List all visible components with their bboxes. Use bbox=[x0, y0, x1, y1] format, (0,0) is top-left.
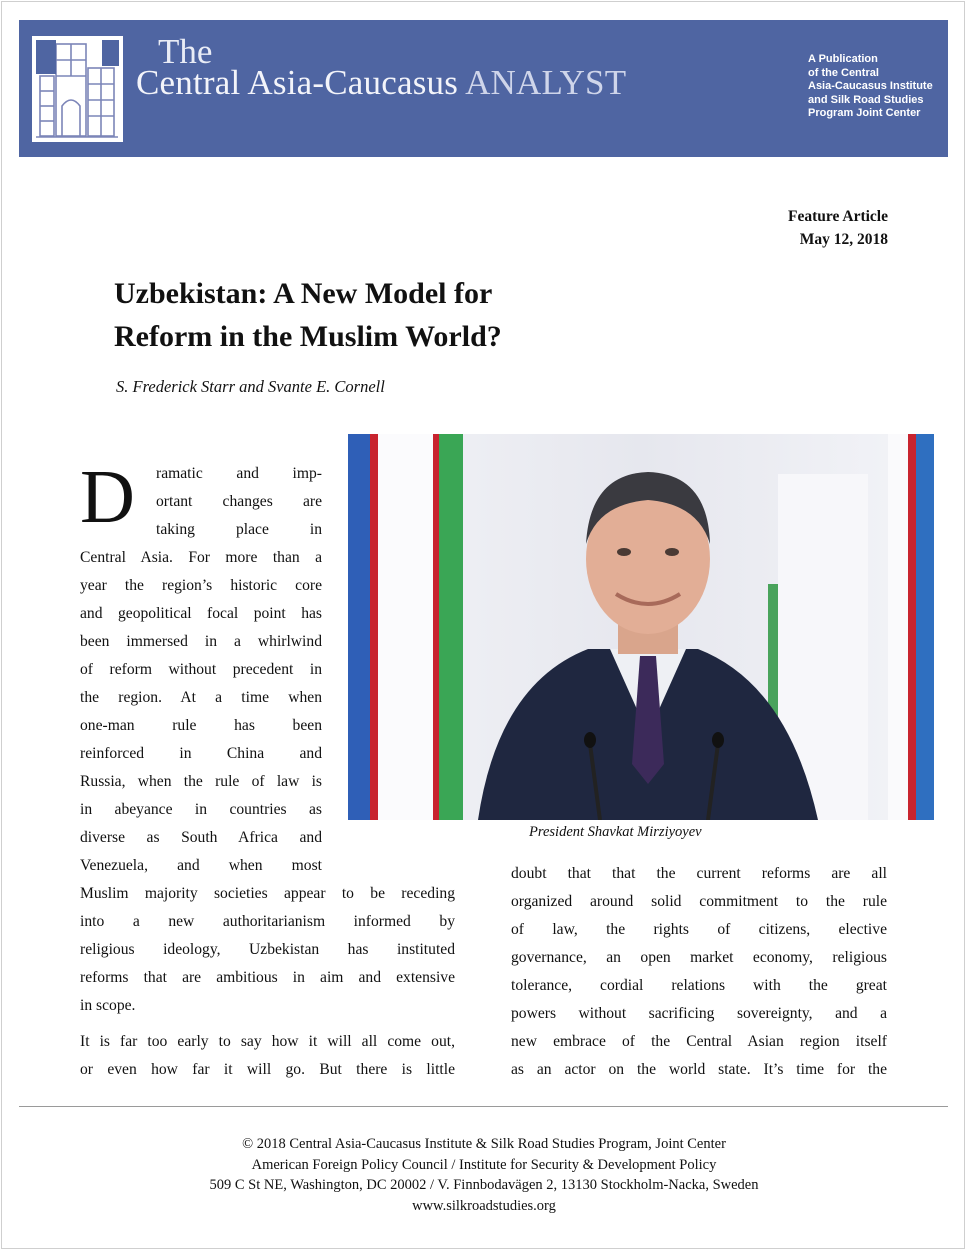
president-photo bbox=[348, 434, 934, 820]
text-line: Venezuela, and when most bbox=[80, 857, 322, 874]
article-date: May 12, 2018 bbox=[799, 231, 888, 248]
text-line: religious ideology, Uzbekistan has instituted bbox=[80, 941, 455, 958]
text-line: reforms that are ambitious in aim and extensive bbox=[80, 969, 455, 986]
publication-banner bbox=[19, 20, 948, 157]
text-line: powers without sacrificing sovereignty, and a bbox=[511, 1005, 887, 1022]
text-line: reinforced in China and bbox=[80, 745, 322, 762]
footer-divider bbox=[19, 1106, 948, 1107]
publication-note bbox=[808, 53, 943, 121]
portrait-image bbox=[348, 434, 934, 820]
text-line: Central Asia. For more than a bbox=[80, 549, 322, 566]
publication-line: of the Central bbox=[808, 66, 879, 79]
text-line: doubt that that the current reforms are all bbox=[511, 865, 887, 882]
text-line: of law, the rights of citizens, elective bbox=[511, 921, 887, 938]
text-line: in abeyance in countries as bbox=[80, 801, 322, 818]
text-line: as an actor on the world state. It’s time for the bbox=[511, 1061, 887, 1078]
text-line: the region. At a time when bbox=[80, 689, 322, 706]
text-line: of reform without precedent in bbox=[80, 661, 322, 678]
brand-analyst: ANALYST bbox=[465, 63, 627, 102]
text-line: governance, an open market economy, religious bbox=[511, 949, 887, 966]
text-line: new embrace of the Central Asian region itself bbox=[511, 1033, 887, 1050]
text-line: organized around solid commitment to the rule bbox=[511, 893, 887, 910]
publication-line: A Publication bbox=[808, 53, 878, 65]
text-line: or even how far it will go. But there is little bbox=[80, 1061, 455, 1078]
building-logo-icon bbox=[32, 36, 123, 142]
publication-line: Asia-Caucasus Institute bbox=[808, 80, 933, 92]
title-line: Reform in the Muslim World? bbox=[114, 320, 502, 353]
text-line: tolerance, cordial relations with the great bbox=[511, 977, 887, 994]
text-line: Muslim majority societies appear to be receding bbox=[80, 885, 455, 902]
footer-website-link[interactable]: www.silkroadstudies.org bbox=[412, 1197, 556, 1214]
brand-title bbox=[136, 64, 626, 103]
text-line: Russia, when the rule of law is bbox=[80, 773, 322, 790]
photo-caption: President Shavkat Mirziyoyev bbox=[529, 824, 702, 840]
text-line: into a new authoritarianism informed by bbox=[80, 913, 455, 930]
title-line: Uzbekistan: A New Model for bbox=[114, 277, 493, 310]
text-line: ortant changes are bbox=[156, 493, 322, 510]
text-line: one-man rule has been bbox=[80, 717, 322, 734]
publication-line: and Silk Road Studies bbox=[808, 93, 924, 106]
institute-logo bbox=[32, 36, 123, 142]
column-a-paragraph-2 bbox=[80, 1028, 455, 1084]
text-line: and geopolitical focal point has bbox=[80, 605, 322, 622]
text-line: diverse as South Africa and bbox=[80, 829, 322, 846]
article-type: Feature Article bbox=[788, 208, 888, 225]
article-authors: S. Frederick Starr and Svante E. Cornell bbox=[116, 377, 385, 396]
text-line: year the region’s historic core bbox=[80, 577, 322, 594]
article-title bbox=[114, 272, 674, 358]
footer-copyright: © 2018 Central Asia-Caucasus Institute & Silk Road Studies Program, Joint Center bbox=[242, 1136, 726, 1152]
text-line: ramatic and imp- bbox=[156, 465, 322, 482]
text-line: been immersed in a whirlwind bbox=[80, 633, 322, 650]
column-b-text bbox=[511, 860, 887, 1084]
footer-addresses: 509 C St NE, Washington, DC 20002 / V. Finnbodavägen 2, 13130 Stockholm-Nacka, Sweden bbox=[209, 1177, 759, 1193]
brand-the: The bbox=[158, 32, 213, 71]
text-line: in scope. bbox=[80, 997, 136, 1014]
publication-line: Program Joint Center bbox=[808, 107, 921, 119]
footer-organizations: American Foreign Policy Council / Institute for Security & Development Policy bbox=[251, 1156, 717, 1173]
article-meta bbox=[788, 205, 888, 251]
column-a-wide-text bbox=[80, 880, 455, 1020]
drop-cap: D bbox=[80, 455, 135, 539]
column-a-text bbox=[80, 455, 322, 880]
brand-main: Central Asia-Caucasus bbox=[136, 63, 459, 102]
page-footer bbox=[0, 1134, 968, 1216]
text-line: It is far too early to say how it will all come out, bbox=[80, 1033, 455, 1050]
text-line: taking place in bbox=[156, 521, 322, 538]
